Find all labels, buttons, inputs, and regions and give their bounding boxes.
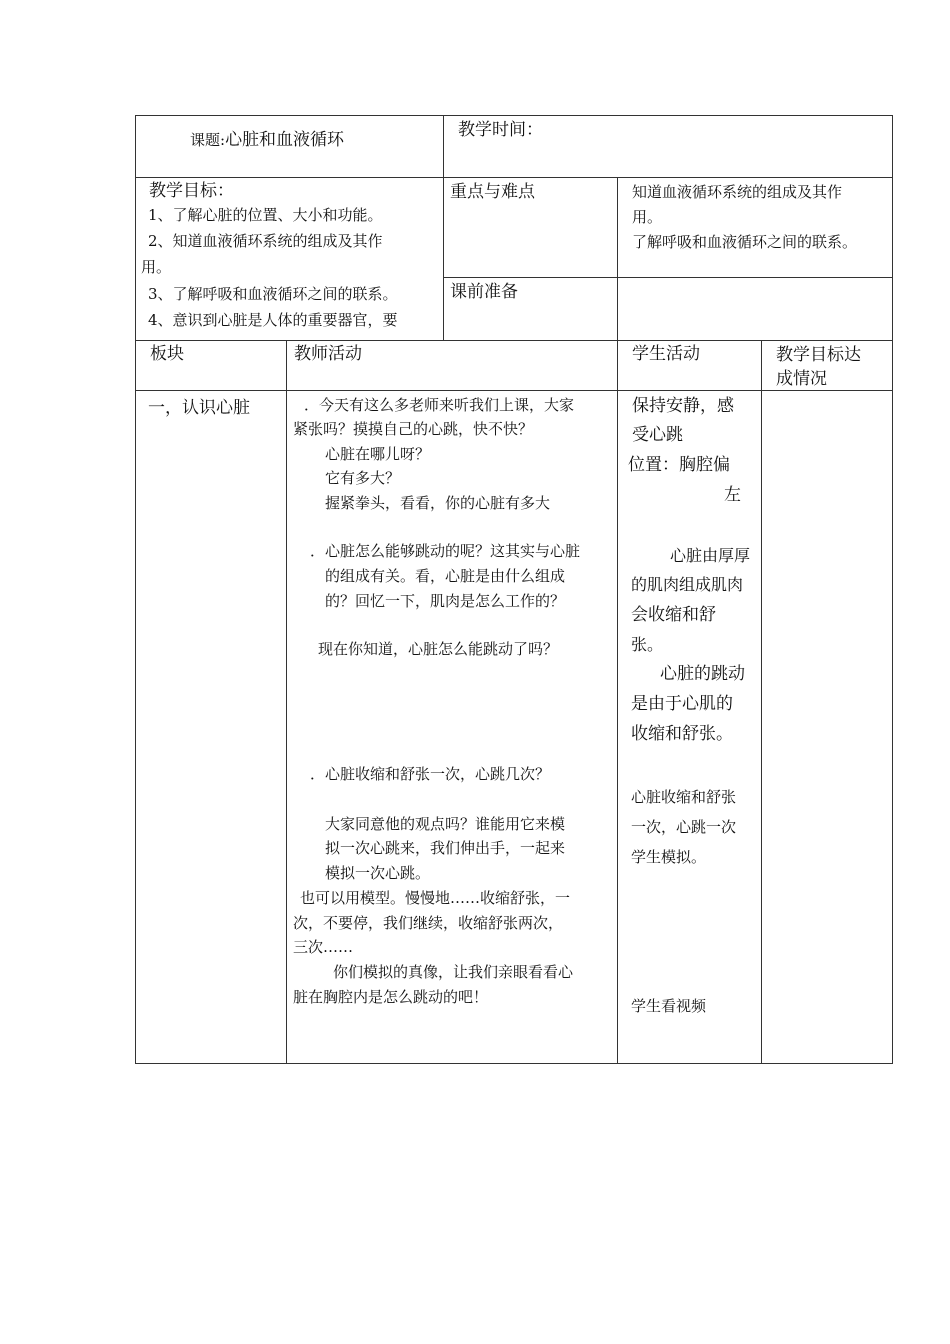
student-line: 是由于心肌的 — [631, 694, 733, 714]
column-header-goal: 成情况 — [776, 369, 827, 389]
column-header-goal: 教学目标达 — [776, 345, 861, 365]
objectives-label: 教学目标： — [149, 181, 234, 201]
student-line: 心脏的跳动 — [660, 664, 745, 684]
student-line: 受心跳 — [632, 425, 683, 445]
objective-line: 2、知道血液循环系统的组成及其作 — [148, 232, 383, 250]
teacher-line: 大家同意他的观点吗？谁能用它来模 — [325, 815, 566, 833]
teacher-line: 拟一次心跳来，我们伸出手，一起来 — [325, 839, 566, 857]
objective-line: 4、意识到心脏是人体的重要器官，要 — [148, 311, 398, 329]
student-line: 心脏由厚厚 — [670, 546, 751, 565]
table-divider — [135, 340, 893, 341]
teacher-line: 它有多大？ — [325, 469, 401, 487]
teacher-line: 模拟一次心跳。 — [325, 864, 431, 882]
key-points-label: 重点与难点 — [450, 182, 535, 202]
teaching-time-label: 教学时间： — [458, 120, 543, 140]
column-header-module: 板块 — [150, 344, 184, 364]
student-line: 保持安静，感 — [632, 396, 734, 416]
teacher-line: 紧张吗？摸摸自己的心跳，快不快？ — [293, 420, 534, 438]
table-divider — [761, 340, 762, 1064]
table-divider — [443, 277, 893, 278]
student-line: 左 — [724, 485, 741, 505]
table-divider — [286, 340, 287, 1064]
objective-line: 用。 — [141, 258, 172, 276]
student-line: 学生模拟。 — [631, 848, 707, 866]
objective-line: 3、了解呼吸和血液循环之间的联系。 — [148, 285, 398, 303]
student-line: 一次，心跳一次 — [631, 818, 737, 836]
objective-line: 1、了解心脏的位置、大小和功能。 — [148, 206, 383, 224]
teacher-line: ．心脏怎么能够跳动的呢？这其实与心脏 — [310, 542, 581, 560]
student-line: 收缩和舒张。 — [631, 724, 733, 744]
student-line: 会收缩和舒 — [631, 605, 716, 625]
teacher-line: 你们模拟的真像，让我们亲眼看看心 — [333, 963, 574, 981]
table-divider — [617, 177, 618, 1064]
objectives-cell — [136, 178, 442, 340]
teacher-line: 的？回忆一下，肌肉是怎么工作的？ — [325, 592, 566, 610]
table-border-right — [892, 115, 893, 1064]
column-header-student: 学生活动 — [632, 344, 700, 364]
title-main: 心脏和血液循环 — [225, 130, 345, 150]
table-border-top — [135, 115, 893, 116]
teacher-line: 也可以用模型。慢慢地……收缩舒张，一 — [300, 889, 571, 907]
title-prefix: 课题: — [190, 131, 226, 149]
student-line: 的肌肉组成肌肉 — [631, 575, 744, 594]
key-point-line: 用。 — [632, 208, 663, 226]
teacher-line: ．心脏收缩和舒张一次，心跳几次？ — [310, 765, 551, 783]
lesson-title — [190, 128, 344, 152]
teacher-line: 握紧拳头，看看，你的心脏有多大 — [325, 494, 551, 512]
table-divider — [443, 115, 444, 341]
student-line: 心脏收缩和舒张 — [631, 788, 737, 806]
key-point-line: 知道血液循环系统的组成及其作 — [632, 183, 843, 201]
column-header-teacher: 教师活动 — [294, 344, 362, 364]
teacher-line: 次，不要停，我们继续，收缩舒张两次， — [293, 914, 564, 932]
key-point-line: 了解呼吸和血液循环之间的联系。 — [632, 233, 858, 251]
student-line: 学生看视频 — [631, 997, 707, 1015]
student-line: 张。 — [631, 635, 664, 654]
table-border-bottom — [135, 1063, 893, 1064]
teacher-line: 现在你知道，心脏怎么能跳动了吗？ — [318, 640, 559, 658]
module-name: 一，认识心脏 — [148, 398, 250, 418]
teacher-line: 脏在胸腔内是怎么跳动的吧！ — [293, 988, 489, 1006]
teacher-line: 三次…… — [293, 938, 354, 956]
student-line: 位置：胸腔偏 — [628, 455, 730, 475]
teacher-line: ．今天有这么多老师来听我们上课，大家 — [304, 396, 575, 414]
preparation-label: 课前准备 — [450, 282, 518, 302]
teacher-line: 心脏在哪儿呀？ — [325, 445, 431, 463]
teacher-line: 的组成有关。看，心脏是由什么组成 — [325, 567, 566, 585]
